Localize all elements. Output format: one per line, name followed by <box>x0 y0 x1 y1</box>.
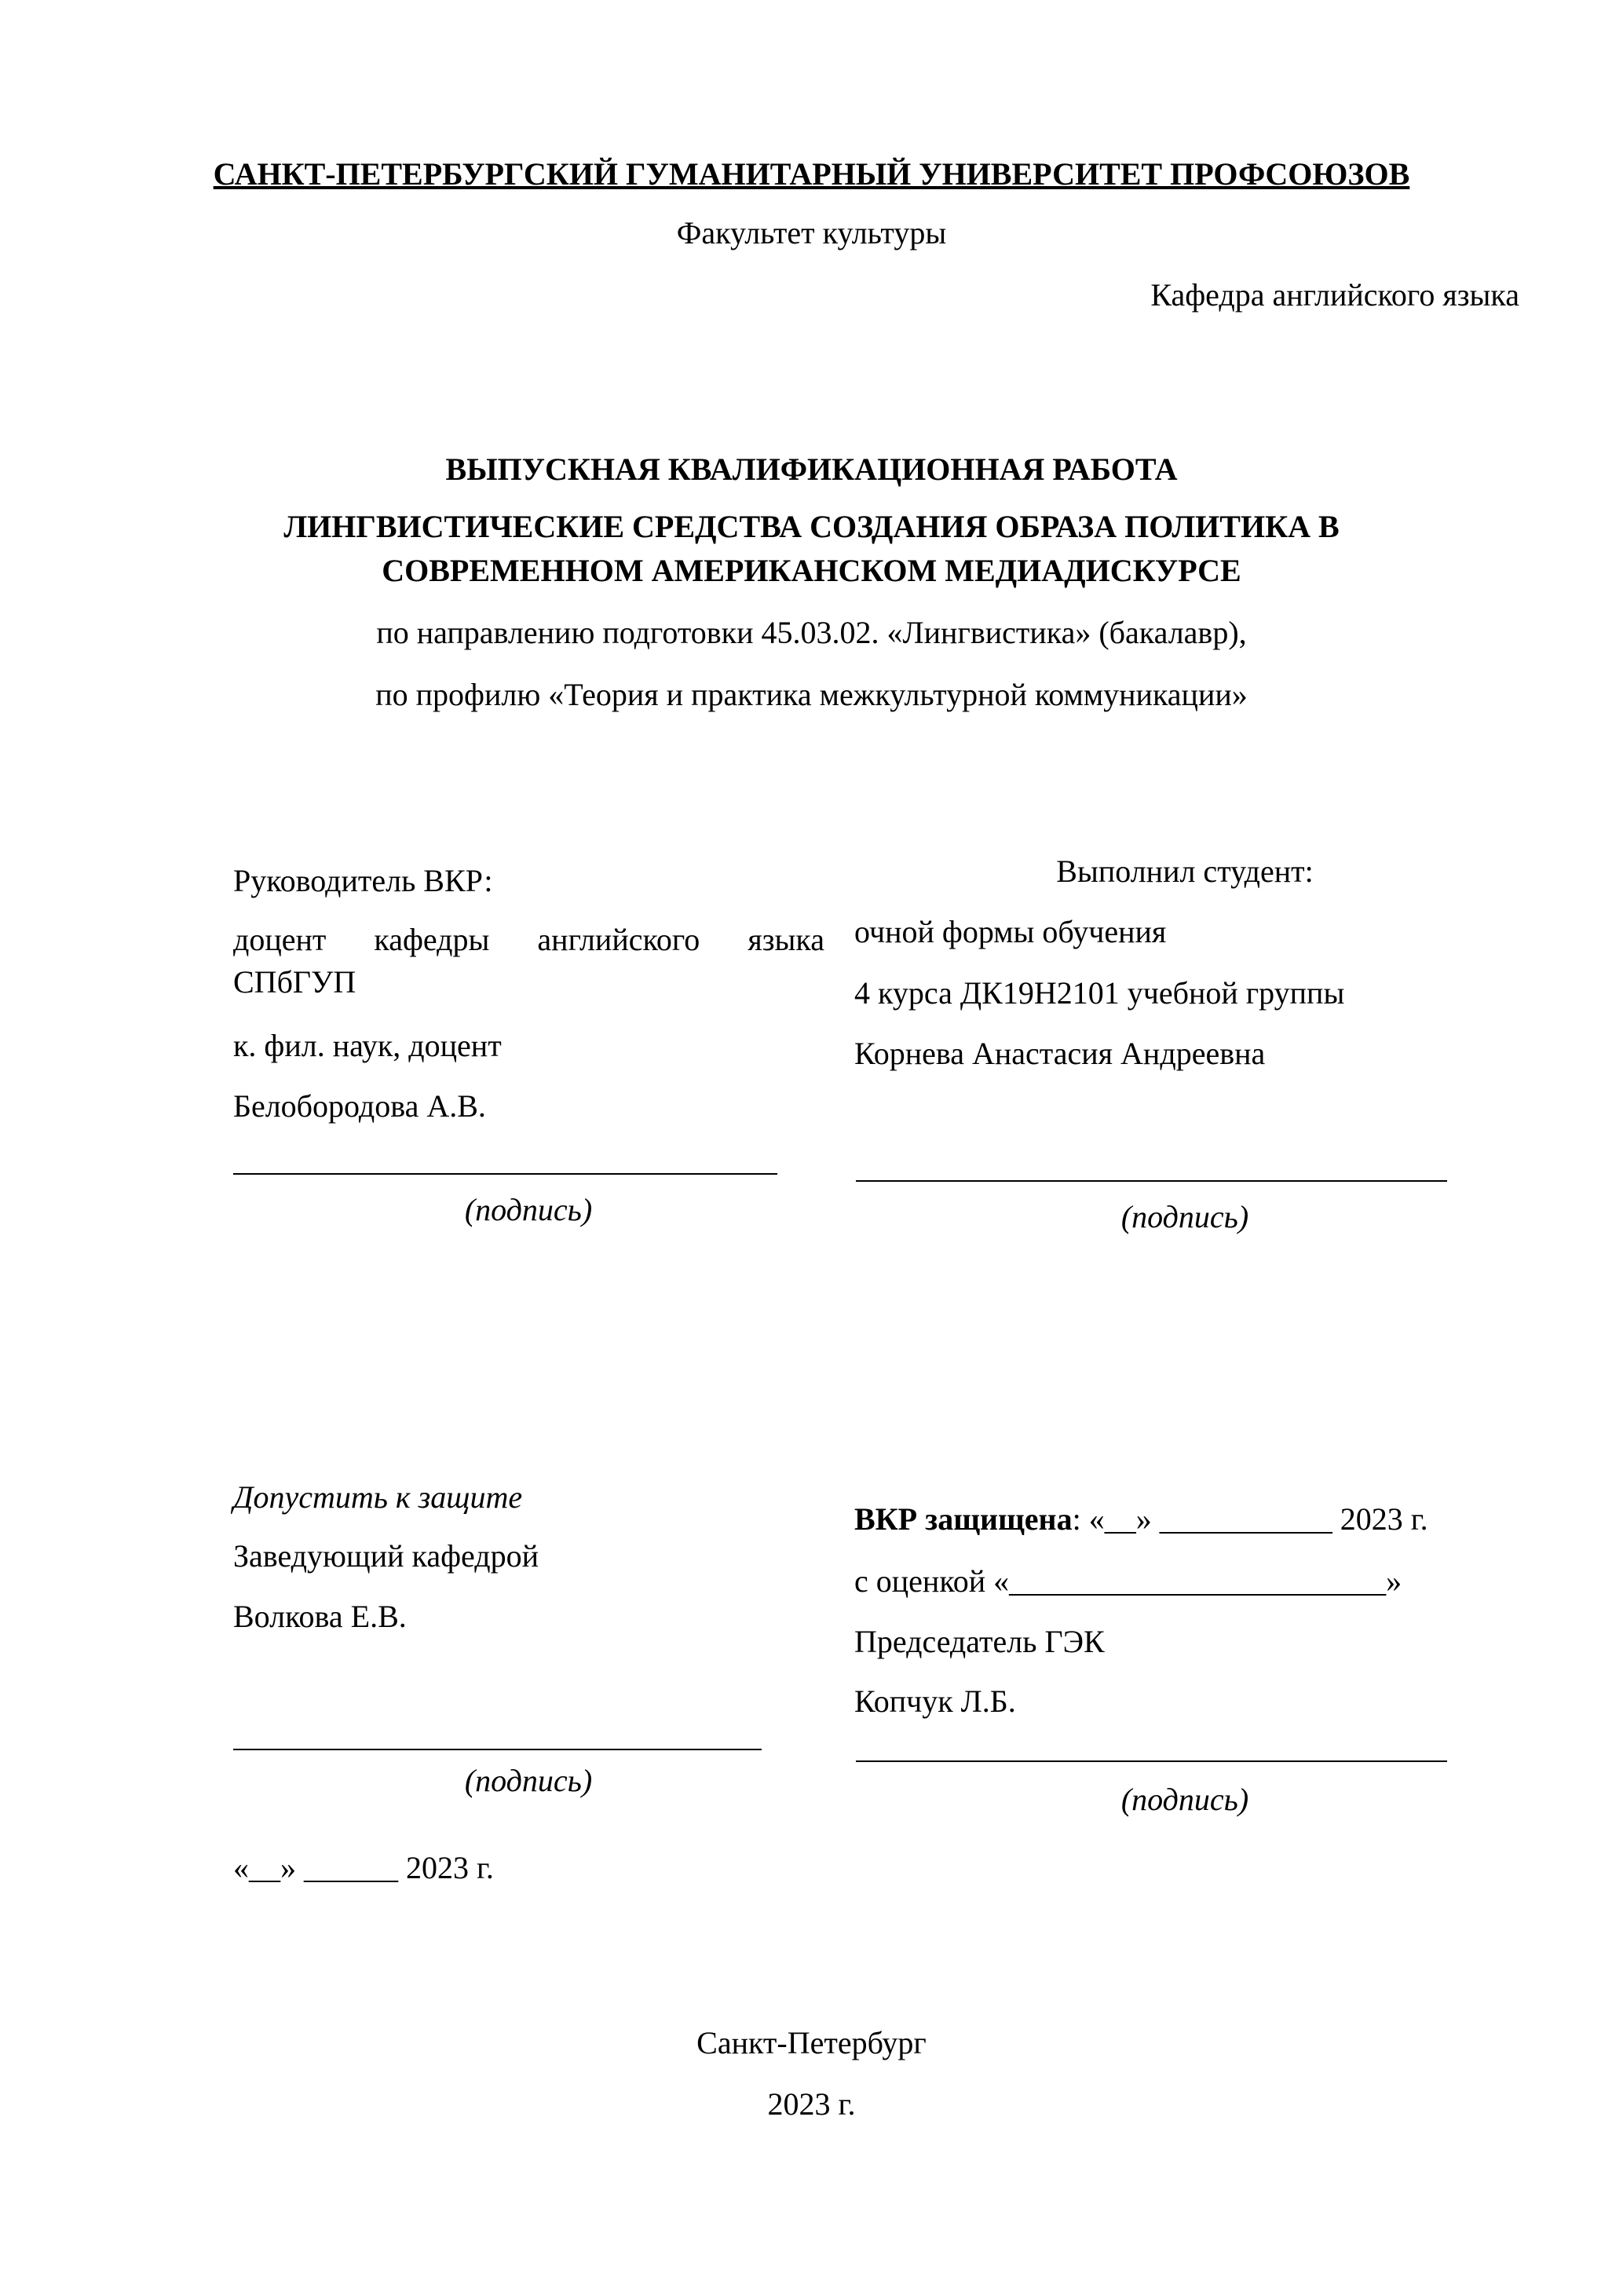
admission-signature-line <box>233 1749 762 1750</box>
supervisor-position-cont: СПбГУП <box>233 964 356 1000</box>
defense-line <box>854 1501 1428 1538</box>
work-type: ВЫПУСКНАЯ КВАЛИФИКАЦИОННАЯ РАБОТА <box>445 452 1178 487</box>
department: Кафедра английского языка <box>1150 277 1519 313</box>
defense-signature-line <box>856 1760 1447 1762</box>
university-name: САНКТ-ПЕТЕРБУРГСКИЙ ГУМАНИТАРНЫЙ УНИВЕРСИТЕТ ПРОФСОЮЗОВ <box>213 156 1410 192</box>
defense-signature-caption: (подпись) <box>1120 1782 1249 1817</box>
gek-chair-name: Копчук Л.Б. <box>854 1684 1016 1719</box>
admission-signature-caption: (подпись) <box>464 1763 593 1798</box>
student-group: 4 курса ДК19Н2101 учебной группы <box>854 975 1345 1011</box>
admission-label: Допустить к защите <box>233 1479 523 1515</box>
topic-line-1: ЛИНГВИСТИЧЕСКИЕ СРЕДСТВА СОЗДАНИЯ ОБРАЗА ПОЛИТИКА В <box>283 509 1340 544</box>
faculty: Факультет культуры <box>676 215 947 250</box>
student-signature-line <box>856 1180 1447 1182</box>
defense-label: ВКР защищена <box>854 1501 1073 1537</box>
defense-date: : «__» ___________ 2023 г. <box>1072 1501 1428 1537</box>
year: 2023 г. <box>767 2086 856 2122</box>
student-label: Выполнил студент: <box>1056 854 1314 889</box>
supervisor-name: Белобородова А.В. <box>233 1088 486 1124</box>
student-signature-caption: (подпись) <box>1120 1199 1249 1234</box>
defense-grade: с оценкой «________________________» <box>854 1563 1402 1599</box>
supervisor-signature-line <box>233 1173 777 1175</box>
supervisor-label: Руководитель ВКР: <box>233 863 493 898</box>
admission-role: Заведующий кафедрой <box>233 1538 539 1574</box>
student-name: Корнева Анастасия Андреевна <box>854 1036 1266 1071</box>
gek-chair-role: Председатель ГЭК <box>854 1624 1105 1659</box>
admission-date: «__» ______ 2023 г. <box>233 1850 494 1885</box>
admission-name: Волкова Е.В. <box>233 1599 407 1634</box>
direction: по направлению подготовки 45.03.02. «Лингвистика» (бакалавр), <box>376 615 1247 650</box>
supervisor-signature-caption: (подпись) <box>464 1192 593 1227</box>
topic-line-2: СОВРЕМЕННОМ АМЕРИКАНСКОМ МЕДИАДИСКУРСЕ <box>382 553 1241 588</box>
city: Санкт-Петербург <box>696 2025 927 2060</box>
supervisor-position: доцент кафедры английского языка <box>233 922 824 957</box>
supervisor-degree: к. фил. наук, доцент <box>233 1028 502 1063</box>
student-form: очной формы обучения <box>854 914 1167 949</box>
profile: по профилю «Теория и практика межкультурной коммуникации» <box>375 677 1248 712</box>
